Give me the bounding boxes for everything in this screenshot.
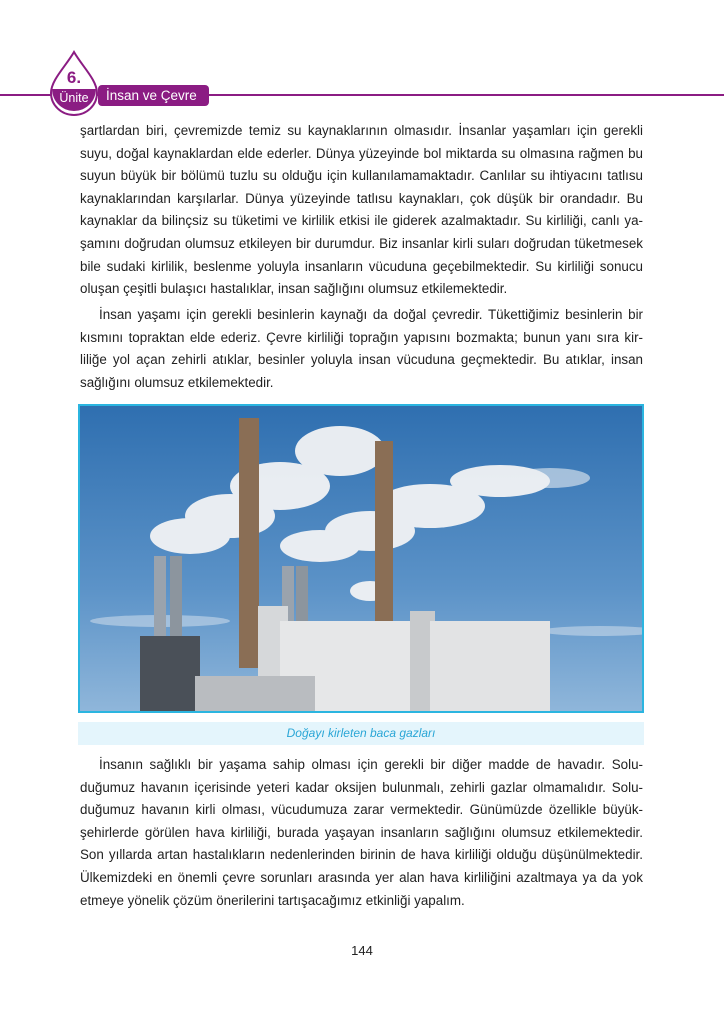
- text-line: Son yıllarda artan hastalıkların nedenlerinden birinin de hava kirliliği olduğu düşünülmektedir.: [80, 847, 643, 863]
- text-line: İnsanın sağlıklı bir yaşama sahip olması için gerekli bir diğer madde de havadır. Solu-: [99, 757, 643, 772]
- figure-caption: Doğayı kirleten baca gazları: [78, 722, 644, 745]
- text-line: kaynaklar da bilinçsiz su tüketimi ve kirlilik etkisi ile giderek azalmaktadır. Su kirliliği, canlı ya-: [80, 213, 643, 229]
- paragraph-food: [80, 304, 643, 394]
- text-line: liliğe yol açan zehirli atıklar, besinler yoluyla insan vücuduna geçmektedir. Bu atıklar, insan: [80, 352, 643, 368]
- text-line: kısmını topraktan elde ederiz. Çevre kirliliği toprağın yapısını bozmakta; bunun yanı sıra kir-: [80, 329, 643, 345]
- page-number: 144: [351, 943, 373, 958]
- text-line: bile sudaki kirlilik, beslenme yoluyla insanların vücuduna geçebilmektedir. Su kirliliği sonucu: [80, 258, 643, 274]
- text-line: İnsan yaşamı için gerekli besinlerin kaynağı da doğal çevredir. Tükettiğimiz besinlerin bir: [99, 307, 643, 322]
- text-line: etmeye yönelik çözüm önerilerini tartışacağımız etkinliği yapalım.: [80, 892, 465, 908]
- text-line: şamını doğrudan olumsuz etkileyen bir durumdur. Biz insanlar kirli suları doğrudan tüketmesek: [80, 235, 643, 251]
- paragraph-air: [80, 754, 643, 912]
- text-line: duğumuz havanın içerisinde yeteri kadar oksijen bulunmalı, zehirli gazlar olmamalıdır. Solu-: [80, 779, 643, 795]
- text-line: sağlığını olumsuz etkilemektedir.: [80, 374, 274, 390]
- text-line: suyun büyük bir bölümü tuzlu su olduğu için kullanılamamaktadır. Canlılar su ihtiyacını tatlısu: [80, 168, 643, 184]
- text-line: kaynaklarından karşılarlar. Dünya yüzeyinde tatlısu kaynakları, çok düşük bir orandadır. Bu: [80, 190, 643, 206]
- text-line: şartlardan biri, çevremizde temiz su kaynaklarının olmasıdır. İnsanlar yaşamları için gerekli: [80, 123, 643, 138]
- chapter-title: İnsan ve Çevre: [98, 85, 209, 106]
- unit-label: Ünite: [59, 91, 89, 105]
- text-line: duğumuz havanın kirli olması, vücudumuza zarar vermektedir. Günümüzde özellikle büyük-: [80, 802, 643, 818]
- text-line: oluşan çeşitli bulaşıcı hastalıklar, insan sağlığını olumsuz etkilemektedir.: [80, 281, 508, 297]
- paragraph-water: [80, 120, 643, 301]
- text-line: şehirlerde görülen hava kirliliği, burada yaşayan insanların sağlığını olumsuz etkilemektedir.: [80, 824, 643, 840]
- unit-badge: [48, 50, 100, 116]
- text-line: Ülkemizdeki en önemli çevre sorunları arasında yer alan hava kirliliğini azaltmaya ya da yok: [80, 869, 643, 885]
- factory-chimneys-photo: [78, 404, 644, 713]
- text-line: suyu, doğal kaynaklardan elde ederler. Dünya yüzeyinde bol miktarda su olmasına rağmen bu: [80, 145, 643, 161]
- unit-number: 6.: [66, 68, 82, 87]
